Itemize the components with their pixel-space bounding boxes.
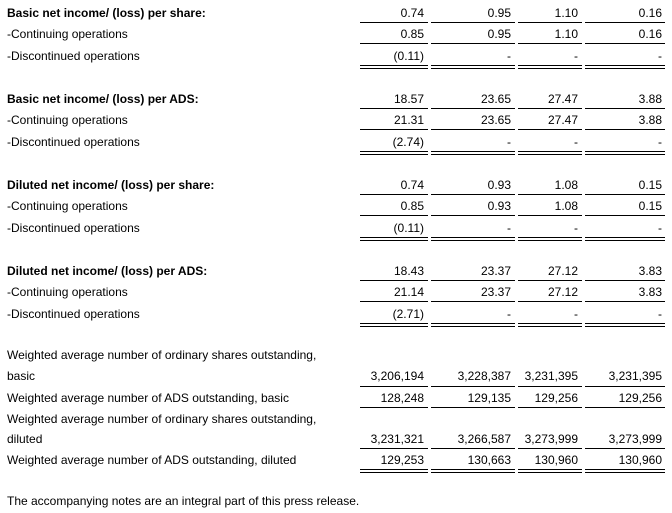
rule [431, 448, 515, 449]
value-cell: 18.43 [393, 264, 424, 278]
rule [360, 65, 428, 66]
rule [518, 151, 582, 152]
value-cell: 0.15 [638, 178, 662, 192]
rule [585, 323, 665, 324]
value-cell: 21.14 [393, 285, 424, 299]
value-cell: 3.83 [638, 264, 662, 278]
value-cell: 27.12 [547, 285, 578, 299]
value-cell: 3.88 [638, 113, 662, 127]
value-cell: 129,256 [618, 391, 662, 405]
rule [360, 154, 428, 155]
rule [360, 129, 428, 130]
value-cell: 0.74 [400, 6, 424, 20]
value-cell: 18.57 [393, 92, 424, 106]
value-cell: 129,256 [534, 391, 578, 405]
rule [585, 65, 665, 66]
value-cell: - [507, 49, 511, 63]
value-cell: 0.95 [487, 27, 511, 41]
value-cell: 130,960 [534, 453, 578, 467]
rule [518, 154, 582, 155]
value-cell: 3,231,321 [370, 432, 424, 446]
value-cell: 23.37 [480, 264, 511, 278]
value-cell: 3,206,194 [370, 369, 424, 383]
rule [431, 194, 515, 195]
value-cell: 27.47 [547, 92, 578, 106]
value-cell: 3.88 [638, 92, 662, 106]
rule [585, 68, 665, 69]
row-label: Basic net income/ (loss) per ADS: [7, 92, 199, 106]
rule [360, 68, 428, 69]
footnote: The accompanying notes are an integral part of this press release. [7, 494, 360, 508]
rule [518, 472, 582, 473]
value-cell: 3,228,387 [457, 369, 511, 383]
value-cell: (0.11) [393, 49, 424, 63]
rule [518, 65, 582, 66]
rule [360, 472, 428, 473]
row-label: basic [7, 369, 36, 383]
row-label: Weighted average number of ordinary shares outstanding, [7, 348, 317, 362]
rule [360, 301, 428, 302]
rule [518, 240, 582, 241]
value-cell: - [574, 307, 578, 321]
value-cell: 1.08 [554, 178, 578, 192]
value-cell: 128,248 [380, 391, 424, 405]
value-cell: 1.10 [554, 6, 578, 20]
value-cell: 0.16 [638, 6, 662, 20]
rule [431, 240, 515, 241]
rule [585, 215, 665, 216]
value-cell: 1.10 [554, 27, 578, 41]
rule [431, 68, 515, 69]
value-cell: 21.31 [393, 113, 424, 127]
row-label: -Discontinued operations [7, 49, 140, 63]
value-cell: (0.11) [393, 221, 424, 235]
rule [518, 323, 582, 324]
rule [518, 129, 582, 130]
rule [518, 215, 582, 216]
rule [585, 22, 665, 23]
rule [585, 194, 665, 195]
value-cell: - [507, 307, 511, 321]
rule [518, 22, 582, 23]
row-label: -Continuing operations [7, 199, 128, 213]
value-cell: 0.95 [487, 6, 511, 20]
weighted-ord-diluted-label-row [0, 409, 672, 431]
rule [360, 280, 428, 281]
value-cell: 3,231,395 [608, 369, 662, 383]
rule [431, 108, 515, 109]
rule [585, 386, 665, 387]
rule [431, 326, 515, 327]
row-label: Diluted net income/ (loss) per ADS: [7, 264, 208, 278]
rule [585, 448, 665, 449]
value-cell: - [658, 221, 662, 235]
weighted-ord-basic-row [0, 366, 672, 388]
value-cell: - [574, 135, 578, 149]
value-cell: - [574, 49, 578, 63]
rule [518, 68, 582, 69]
value-cell: 3,273,999 [608, 432, 662, 446]
rule [585, 108, 665, 109]
rule [431, 151, 515, 152]
value-cell: 3,266,587 [457, 432, 511, 446]
rule [360, 240, 428, 241]
rule [431, 472, 515, 473]
value-cell: (2.74) [392, 135, 424, 149]
rule [431, 301, 515, 302]
value-cell: 23.37 [480, 285, 511, 299]
value-cell: 0.15 [638, 199, 662, 213]
rule [585, 237, 665, 238]
rule [431, 43, 515, 44]
rule [585, 326, 665, 327]
value-cell: 1.08 [554, 199, 578, 213]
rule [585, 151, 665, 152]
weighted-ord-basic-label-row [0, 345, 672, 367]
rule [360, 386, 428, 387]
rule [431, 154, 515, 155]
value-cell: - [658, 49, 662, 63]
rule [360, 194, 428, 195]
value-cell: 129,253 [380, 453, 424, 467]
value-cell: 3,273,999 [524, 432, 578, 446]
value-cell: (2.71) [392, 307, 424, 321]
row-label: Basic net income/ (loss) per share: [7, 6, 206, 20]
rule [360, 108, 428, 109]
rule [518, 386, 582, 387]
row-label: Weighted average number of ADS outstanding, diluted [7, 453, 297, 467]
value-cell: 0.93 [487, 178, 511, 192]
rule [585, 301, 665, 302]
value-cell: 130,663 [467, 453, 511, 467]
rule [431, 237, 515, 238]
rule [518, 280, 582, 281]
rule [585, 472, 665, 473]
rule [431, 469, 515, 470]
value-cell: - [658, 307, 662, 321]
rule [585, 129, 665, 130]
row-label: -Discontinued operations [7, 135, 140, 149]
value-cell: - [507, 135, 511, 149]
value-cell: - [574, 221, 578, 235]
value-cell: 23.65 [480, 113, 511, 127]
rule [360, 151, 428, 152]
value-cell: 0.16 [638, 27, 662, 41]
rule [585, 240, 665, 241]
row-label: Weighted average number of ordinary shares outstanding, [7, 412, 317, 426]
rule [360, 43, 428, 44]
value-cell: - [658, 135, 662, 149]
value-cell: 0.85 [400, 199, 424, 213]
rule [518, 43, 582, 44]
row-label: -Continuing operations [7, 27, 128, 41]
row-label: diluted [7, 432, 43, 446]
rule [518, 407, 582, 408]
row-label: -Discontinued operations [7, 307, 140, 321]
rule [518, 469, 582, 470]
rule [431, 129, 515, 130]
row-label: -Discontinued operations [7, 221, 140, 235]
row-label: -Continuing operations [7, 113, 128, 127]
rule [360, 469, 428, 470]
rule [431, 215, 515, 216]
rule [585, 154, 665, 155]
rule [431, 407, 515, 408]
value-cell: 0.74 [400, 178, 424, 192]
rule [431, 280, 515, 281]
value-cell: 0.85 [400, 27, 424, 41]
value-cell: - [507, 221, 511, 235]
rule [585, 469, 665, 470]
rule [518, 326, 582, 327]
value-cell: 3.83 [638, 285, 662, 299]
rule [431, 22, 515, 23]
rule [360, 448, 428, 449]
rule [360, 323, 428, 324]
value-cell: 27.47 [547, 113, 578, 127]
rule [360, 326, 428, 327]
value-cell: 27.12 [547, 264, 578, 278]
row-label: Weighted average number of ADS outstanding, basic [7, 391, 289, 405]
rule [431, 323, 515, 324]
rule [585, 43, 665, 44]
value-cell: 129,135 [467, 391, 511, 405]
value-cell: 130,960 [618, 453, 662, 467]
rule [585, 280, 665, 281]
rule [431, 386, 515, 387]
value-cell: 3,231,395 [524, 369, 578, 383]
rule [585, 407, 665, 408]
row-label: Diluted net income/ (loss) per share: [7, 178, 215, 192]
rule [518, 448, 582, 449]
rule [518, 108, 582, 109]
rule [360, 22, 428, 23]
rule [518, 237, 582, 238]
rule [360, 215, 428, 216]
rule [518, 194, 582, 195]
rule [360, 237, 428, 238]
row-label: -Continuing operations [7, 285, 128, 299]
rule [518, 301, 582, 302]
value-cell: 0.93 [487, 199, 511, 213]
rule [431, 65, 515, 66]
rule [360, 407, 428, 408]
value-cell: 23.65 [480, 92, 511, 106]
